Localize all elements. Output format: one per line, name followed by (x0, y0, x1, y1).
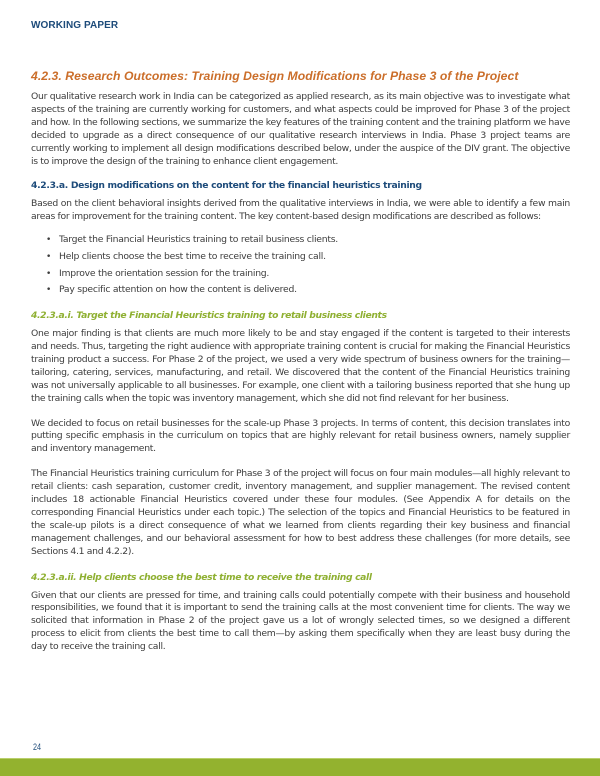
page-number: 24 (33, 742, 42, 752)
modifications-list (46, 232, 570, 299)
subsection-ai-heading: 4.2.3.a.i. Target the Financial Heuristics training to retail business clients (31, 310, 387, 322)
subsection-a-heading: 4.2.3.a. Design modifications on the content for the financial heuristics training (31, 180, 422, 192)
page-content (31, 68, 570, 654)
subsection-a-intro-paragraph: Based on the client behavioral insights derived from the qualitative interviews in India, we were able to identify a few main areas for improvement for the training content. The key content-based design modifications are described as follows: (31, 198, 570, 223)
bullet-icon: • (46, 285, 52, 296)
list-item-text: Improve the orientation session for the training. (59, 267, 270, 279)
bullet-icon: • (46, 268, 52, 279)
list-item-text: Target the Financial Heuristics training to retail business clients. (59, 234, 338, 246)
list-item (46, 232, 570, 249)
section-intro-paragraph: Our qualitative research work in India can be categorized as applied research, as its main objective was to investigate what aspects of the training are currently working for customers, and what aspects could be improved for Phase 3 of the project and how. In the following sections, we summarize the key features of the training content and the training platform we have decided to upgrade as a direct consequence of our qualitative research interviews in India. Phase 3 project teams are currently working to implement all design modifications described below, under the auspice of the DIV grant. The objective is to improve the design of the training to enhance client engagement. (31, 91, 570, 167)
section-heading: 4.2.3. Research Outcomes: Training Design Modifications for Phase 3 of the Project (31, 69, 519, 83)
list-item (46, 282, 570, 299)
subsection-ai-paragraph-1: One major finding is that clients are much more likely to be and stay engaged if the content is targeted to their interests and needs. Thus, targeting the right audience with appropriate training content is crucial for making the Financial Heuristics training product a success. For Phase 2 of the project, we used a very wide spectrum of business owners for the training—tailoring, catering, services, manufacturing, and retail. We discovered that the content of the Financial Heuristics training was not universally applicable to all businesses. For example, one client with a tailoring business reported that she hung up the training calls when the topic was inventory management, which she did not find relevant for her business. (31, 328, 570, 404)
bullet-icon: • (46, 251, 52, 262)
running-head: WORKING PAPER (31, 20, 119, 31)
list-item-text: Help clients choose the best time to receive the training call. (59, 250, 326, 262)
subsection-aii-heading: 4.2.3.a.ii. Help clients choose the best time to receive the training call (31, 571, 372, 583)
list-item (46, 249, 570, 266)
footer-bar (0, 758, 600, 776)
subsection-aii-paragraph-1: Given that our clients are pressed for time, and training calls could potentially compete with their business and household responsibilities, we found that it is important to send the training calls at the most convenient time for clients. The way we solicited that information in Phase 2 of the project gave us a lot of wrongly selected times, so we designed a different process to elicit from clients the best time to call them—by asking them specifically when they are least busy during the day to receive the training call. (31, 589, 570, 653)
bullet-icon: • (46, 235, 52, 246)
list-item-text: Pay specific attention on how the content is delivered. (59, 284, 297, 296)
subsection-ai-paragraph-3: The Financial Heuristics training curriculum for Phase 3 of the project will focus on four main modules—all highly relevant to retail clients: cash separation, customer credit, inventory management, and supplier management. The revised content includes 18 actionable Financial Heuristics covered under these four modules. (See Appendix A for details on the corresponding Financial Heuristics under each topic.) The selection of the topics and Financial Heuristics to be featured in the scale-up pilots is a direct consequence of what we learned from clients regarding their key business and financial management challenges, and our behavioral assessment for how to best address these challenges (for more details, see Sections 4.1 and 4.2.2). (31, 468, 570, 557)
list-item (46, 266, 570, 283)
subsection-ai-paragraph-2: We decided to focus on retail businesses for the scale-up Phase 3 projects. In terms of content, this decision translates into putting specific emphasis in the curriculum on topics that are highly relevant for retail business owners, namely supplier and inventory management. (31, 417, 570, 455)
